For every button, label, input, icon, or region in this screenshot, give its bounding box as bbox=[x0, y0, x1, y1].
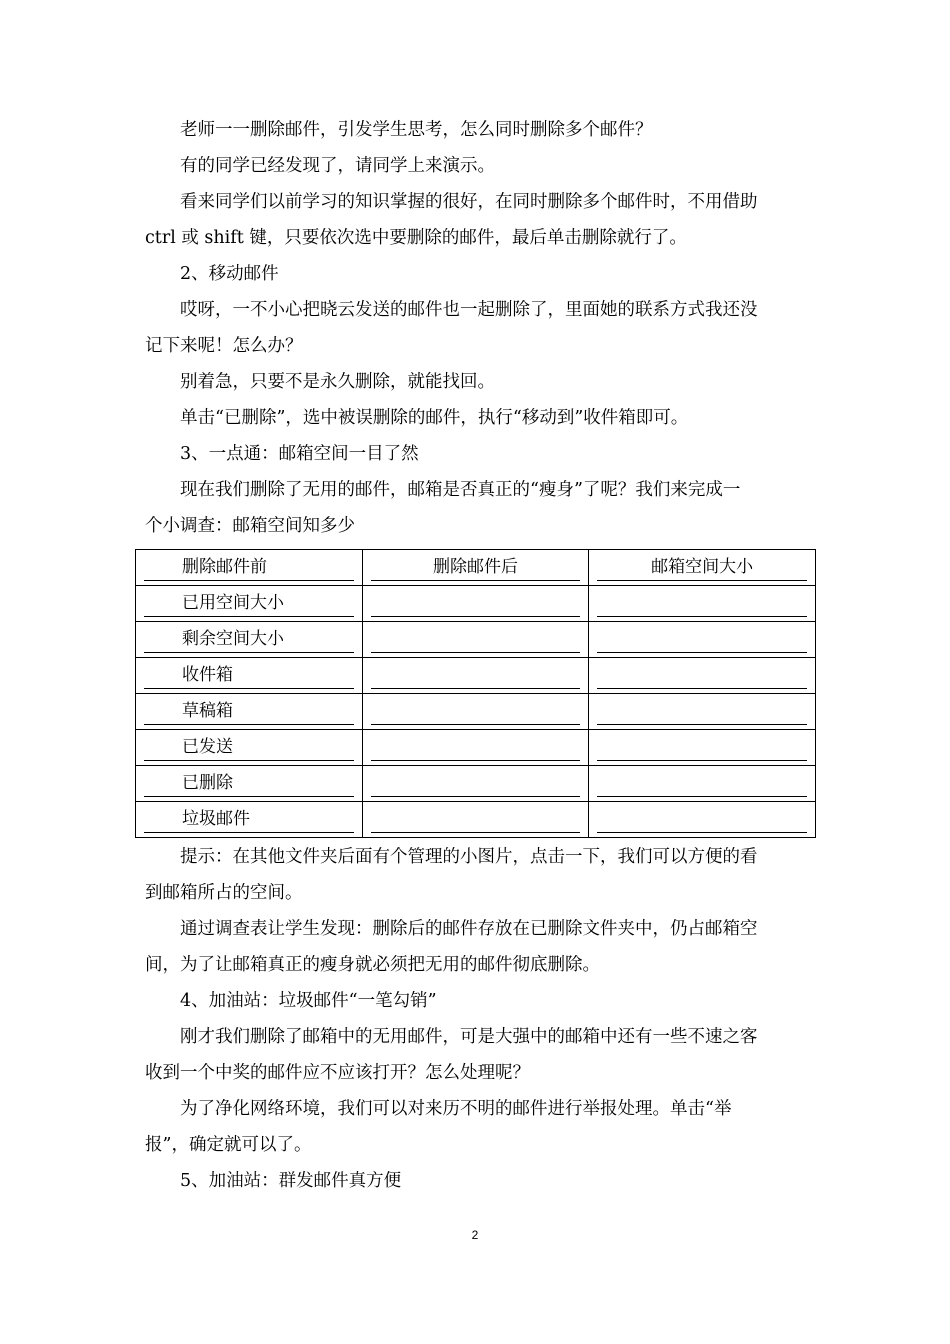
table-blank-cell bbox=[589, 586, 816, 622]
paragraph: 刚才我们删除了邮箱中的无用邮件，可是大强中的邮箱中还有一些不速之客 bbox=[180, 1027, 758, 1047]
table-blank-cell bbox=[589, 658, 816, 694]
table-header-row bbox=[136, 550, 816, 586]
table-row-label: 垃圾邮件 bbox=[136, 802, 363, 838]
table-row bbox=[136, 622, 816, 658]
paragraph: 看来同学们以前学习的知识掌握的很好，在同时删除多个邮件时，不用借助 bbox=[180, 192, 758, 212]
section-heading: 2、移动邮件 bbox=[180, 264, 279, 284]
table-blank-cell bbox=[362, 622, 589, 658]
paragraph: 提示：在其他文件夹后面有个管理的小图片，点击一下，我们可以方便的看 bbox=[180, 847, 758, 867]
table-header-cell: 邮箱空间大小 bbox=[589, 550, 816, 586]
table-blank-cell bbox=[362, 586, 589, 622]
paragraph: 哎呀，一不小心把晓云发送的邮件也一起删除了，里面她的联系方式我还没 bbox=[180, 300, 758, 320]
paragraph: 别着急，只要不是永久删除，就能找回。 bbox=[180, 372, 495, 392]
paragraph: 现在我们删除了无用的邮件，邮箱是否真正的“瘦身”了呢？我们来完成一 bbox=[180, 480, 741, 500]
table-row bbox=[136, 694, 816, 730]
mailbox-space-survey-table bbox=[135, 549, 816, 838]
table-row bbox=[136, 586, 816, 622]
page-number: 2 bbox=[471, 1228, 479, 1242]
table-header-cell: 删除邮件后 bbox=[362, 550, 589, 586]
table-row bbox=[136, 802, 816, 838]
paragraph: 通过调查表让学生发现：删除后的邮件存放在已删除文件夹中，仍占邮箱空 bbox=[180, 919, 758, 939]
paragraph-continuation: 到邮箱所占的空间。 bbox=[145, 883, 303, 903]
table-row-label: 已用空间大小 bbox=[136, 586, 363, 622]
table-blank-cell bbox=[589, 766, 816, 802]
table-row-label: 已删除 bbox=[136, 766, 363, 802]
table-row bbox=[136, 766, 816, 802]
table-row-label: 剩余空间大小 bbox=[136, 622, 363, 658]
paragraph-continuation: 间，为了让邮箱真正的瘦身就必须把无用的邮件彻底删除。 bbox=[145, 955, 600, 975]
table-row bbox=[136, 730, 816, 766]
table-blank-cell bbox=[362, 694, 589, 730]
table-blank-cell bbox=[589, 730, 816, 766]
section-heading: 5、加油站：群发邮件真方便 bbox=[180, 1171, 402, 1191]
paragraph: 单击“已删除”，选中被误删除的邮件，执行“移动到”收件箱即可。 bbox=[180, 408, 689, 428]
table-row bbox=[136, 658, 816, 694]
paragraph-continuation: 收到一个中奖的邮件应不应该打开？怎么处理呢？ bbox=[145, 1063, 530, 1083]
paragraph-continuation: 个小调查：邮箱空间知多少 bbox=[145, 516, 355, 536]
table-blank-cell bbox=[589, 694, 816, 730]
section-heading: 4、加油站：垃圾邮件“一笔勾销” bbox=[180, 991, 437, 1011]
table-blank-cell bbox=[362, 658, 589, 694]
paragraph: 老师一一删除邮件，引发学生思考，怎么同时删除多个邮件？ bbox=[180, 120, 653, 140]
table-header-cell: 删除邮件前 bbox=[136, 550, 363, 586]
paragraph-continuation: 记下来呢！怎么办？ bbox=[145, 336, 303, 356]
table-blank-cell bbox=[362, 730, 589, 766]
table-blank-cell bbox=[362, 802, 589, 838]
table-row-label: 收件箱 bbox=[136, 658, 363, 694]
section-heading: 3、一点通：邮箱空间一目了然 bbox=[180, 444, 419, 464]
paragraph-continuation: 报”，确定就可以了。 bbox=[145, 1135, 312, 1155]
table-row-label: 已发送 bbox=[136, 730, 363, 766]
paragraph-continuation: ctrl 或 shift 键，只要依次选中要删除的邮件，最后单击删除就行了。 bbox=[145, 228, 687, 248]
paragraph: 有的同学已经发现了，请同学上来演示。 bbox=[180, 156, 495, 176]
table-blank-cell bbox=[362, 766, 589, 802]
paragraph: 为了净化网络环境，我们可以对来历不明的邮件进行举报处理。单击“举 bbox=[180, 1099, 732, 1119]
table-blank-cell bbox=[589, 802, 816, 838]
table-row-label: 草稿箱 bbox=[136, 694, 363, 730]
table-blank-cell bbox=[589, 622, 816, 658]
